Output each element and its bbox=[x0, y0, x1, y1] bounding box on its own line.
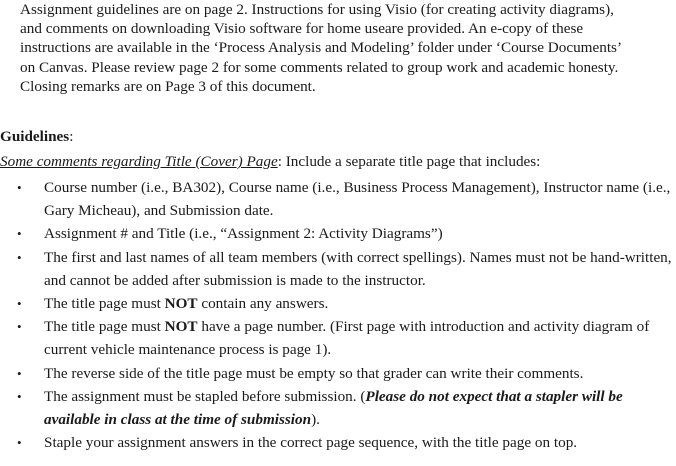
intro-line-3: instructions are available in the ‘Process Analysis and Modeling’ folder under ‘Course Documents’ bbox=[20, 39, 623, 57]
list-item-text: The assignment must be stapled before submission. ( bbox=[44, 387, 366, 405]
list-item-text: The reverse side of the title page must be empty so that grader can write their comments. bbox=[44, 364, 584, 382]
bullet-icon: • bbox=[17, 226, 22, 242]
title-page-lead-rest: : Include a separate title page that includes: bbox=[277, 153, 541, 170]
title-page-lead bbox=[0, 152, 676, 172]
intro-line-4: on Canvas. Please review page 2 for some comments related to group work and academic honesty. bbox=[20, 58, 619, 76]
guidelines-heading-text: Guidelines bbox=[0, 128, 70, 145]
title-page-lead-underlined: Some comments regarding Title (Cover) Page bbox=[0, 153, 278, 170]
list-item-text: The title page must bbox=[44, 318, 165, 336]
bullet-icon: • bbox=[17, 249, 22, 265]
bullet-icon: • bbox=[17, 365, 22, 381]
list-item-emphasis: Please do not expect that a stapler will be available in class at the time of submission bbox=[44, 387, 623, 429]
list-item-emphasis: NOT bbox=[164, 318, 198, 336]
list-item bbox=[0, 315, 676, 361]
intro-line-1: Assignment guidelines are on page 2. Instructions for using Visio (for creating activity diagrams), bbox=[20, 1, 614, 18]
list-item-text: The first and last names of all team members (with correct spellings). Names must not be hand-written, and cannot be added after submission is made to the instructor. bbox=[44, 248, 672, 289]
list-item-emphasis: NOT bbox=[164, 295, 198, 313]
list-item bbox=[0, 176, 676, 222]
guidelines-heading bbox=[0, 127, 73, 147]
title-page-requirements-list bbox=[0, 176, 676, 454]
list-item-text: Assignment # and Title (i.e., “Assignment 2: Activity Diagrams”) bbox=[44, 225, 443, 243]
bullet-icon: • bbox=[17, 435, 22, 451]
list-item-text: The title page must bbox=[44, 295, 165, 313]
intro-line-2: and comments on downloading Visio software for home useare provided. An e-copy of these bbox=[20, 20, 584, 38]
bullet-icon: • bbox=[17, 180, 22, 195]
bullet-icon: • bbox=[17, 388, 22, 404]
list-item-text: Staple your assignment answers in the correct page sequence, with the title page on top. bbox=[44, 434, 578, 452]
list-item bbox=[0, 222, 676, 245]
intro-paragraph bbox=[20, 0, 670, 96]
list-item bbox=[0, 362, 676, 385]
list-item bbox=[0, 246, 676, 292]
list-item bbox=[0, 292, 676, 315]
list-item-text: Course number (i.e., BA302), Course name (i.e., Business Process Management), Instructor name (i.e., Gary Micheau), and Submission date. bbox=[44, 179, 671, 220]
list-item bbox=[0, 431, 676, 454]
bullet-icon: • bbox=[17, 296, 22, 312]
list-item-text-rest: contain any answers. bbox=[197, 295, 329, 313]
guidelines-heading-colon: : bbox=[69, 128, 74, 145]
list-item bbox=[0, 385, 676, 431]
list-item-text-rest: have a page number. (First page with introduction and activity diagram of current vehicle maintenance process is page 1). bbox=[44, 318, 650, 359]
intro-line-5: Closing remarks are on Page 3 of this document. bbox=[20, 77, 316, 95]
list-item-text-rest: ). bbox=[311, 411, 320, 429]
bullet-icon: • bbox=[17, 319, 22, 335]
